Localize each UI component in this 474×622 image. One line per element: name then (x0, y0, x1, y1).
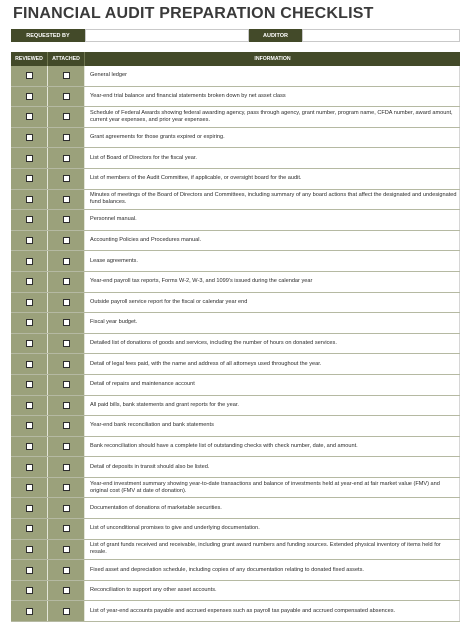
information-cell: Detail of repairs and maintenance account (85, 375, 460, 395)
attached-checkbox[interactable] (63, 567, 70, 574)
attached-cell (48, 478, 85, 498)
information-cell: Year-end trial balance and financial statements broken down by net asset class (85, 87, 460, 107)
table-row (11, 601, 460, 622)
information-cell: Personnel manual. (85, 210, 460, 230)
attached-checkbox[interactable] (63, 319, 70, 326)
information-cell: Reconciliation to support any other asset accounts. (85, 581, 460, 601)
information-cell: Detail of deposits in transit should also be listed. (85, 457, 460, 477)
attached-checkbox[interactable] (63, 402, 70, 409)
attached-cell (48, 66, 85, 86)
reviewed-checkbox[interactable] (26, 113, 33, 120)
reviewed-checkbox[interactable] (26, 237, 33, 244)
table-row (11, 519, 460, 540)
attached-cell (48, 210, 85, 230)
reviewed-cell (11, 190, 48, 210)
reviewed-cell (11, 540, 48, 560)
attached-cell (48, 396, 85, 416)
table-row (11, 396, 460, 417)
attached-checkbox[interactable] (63, 587, 70, 594)
reviewed-checkbox[interactable] (26, 258, 33, 265)
attached-cell (48, 87, 85, 107)
information-cell: Fixed asset and depreciation schedule, including copies of any documentation relating to donated fixed assets. (85, 560, 460, 580)
reviewed-checkbox[interactable] (26, 484, 33, 491)
reviewed-cell (11, 231, 48, 251)
table-row (11, 251, 460, 272)
attached-cell (48, 498, 85, 518)
information-column-header: INFORMATION (85, 52, 460, 66)
header-fields (11, 29, 460, 42)
attached-checkbox[interactable] (63, 93, 70, 100)
information-cell: List of Board of Directors for the fiscal year. (85, 148, 460, 168)
attached-cell (48, 107, 85, 127)
attached-cell (48, 519, 85, 539)
information-cell: General ledger (85, 66, 460, 86)
attached-checkbox[interactable] (63, 113, 70, 120)
reviewed-cell (11, 107, 48, 127)
reviewed-cell (11, 272, 48, 292)
information-cell: Schedule of Federal Awards showing federal awarding agency, pass through agency, grant number, program name, CFDA number, award amount, current year expenses, and prior year expenses. (85, 107, 460, 127)
checklist-table (11, 52, 460, 622)
information-cell: Detail of legal fees paid, with the name and address of all attorneys used throughout the year. (85, 354, 460, 374)
reviewed-cell (11, 251, 48, 271)
attached-cell (48, 581, 85, 601)
information-cell: Outside payroll service report for the fiscal or calendar year end (85, 293, 460, 313)
auditor-field[interactable] (302, 29, 460, 42)
attached-checkbox[interactable] (63, 155, 70, 162)
table-row (11, 457, 460, 478)
information-cell: List of year-end accounts payable and accrued expenses such as payroll tax payable and accrued compensated absences. (85, 601, 460, 621)
reviewed-cell (11, 66, 48, 86)
reviewed-checkbox[interactable] (26, 93, 33, 100)
attached-checkbox[interactable] (63, 484, 70, 491)
reviewed-cell (11, 375, 48, 395)
table-row (11, 107, 460, 128)
reviewed-column-header: REVIEWED (11, 52, 48, 66)
table-row (11, 313, 460, 334)
reviewed-checkbox[interactable] (26, 319, 33, 326)
reviewed-cell (11, 519, 48, 539)
attached-checkbox[interactable] (63, 340, 70, 347)
reviewed-checkbox[interactable] (26, 608, 33, 615)
table-row (11, 293, 460, 314)
information-cell: Year-end bank reconciliation and bank statements (85, 416, 460, 436)
table-row (11, 478, 460, 499)
reviewed-checkbox[interactable] (26, 546, 33, 553)
attached-cell (48, 272, 85, 292)
reviewed-checkbox[interactable] (26, 361, 33, 368)
table-row (11, 498, 460, 519)
reviewed-cell (11, 334, 48, 354)
reviewed-cell (11, 87, 48, 107)
requested-by-label: REQUESTED BY (11, 29, 85, 42)
attached-cell (48, 128, 85, 148)
attached-checkbox[interactable] (63, 443, 70, 450)
attached-checkbox[interactable] (63, 422, 70, 429)
table-body (11, 66, 460, 622)
table-row (11, 560, 460, 581)
attached-checkbox[interactable] (63, 196, 70, 203)
reviewed-checkbox[interactable] (26, 505, 33, 512)
reviewed-checkbox[interactable] (26, 567, 33, 574)
attached-checkbox[interactable] (63, 464, 70, 471)
attached-checkbox[interactable] (63, 175, 70, 182)
table-row (11, 354, 460, 375)
reviewed-cell (11, 457, 48, 477)
reviewed-cell (11, 396, 48, 416)
information-cell: List of members of the Audit Committee, if applicable, or oversight board for the audit. (85, 169, 460, 189)
reviewed-checkbox[interactable] (26, 72, 33, 79)
attached-checkbox[interactable] (63, 216, 70, 223)
attached-checkbox[interactable] (63, 505, 70, 512)
table-row (11, 334, 460, 355)
attached-cell (48, 560, 85, 580)
attached-cell (48, 251, 85, 271)
table-row (11, 169, 460, 190)
table-row (11, 540, 460, 561)
information-cell: All paid bills, bank statements and grant reports for the year. (85, 396, 460, 416)
reviewed-checkbox[interactable] (26, 196, 33, 203)
information-cell: Detailed list of donations of goods and services, including the number of hours on donated services. (85, 334, 460, 354)
page-title: FINANCIAL AUDIT PREPARATION CHECKLIST (13, 5, 374, 22)
attached-checkbox[interactable] (63, 134, 70, 141)
information-cell: Fiscal year budget. (85, 313, 460, 333)
attached-checkbox[interactable] (63, 278, 70, 285)
table-row (11, 128, 460, 149)
information-cell: Grant agreements for those grants expired or expiring. (85, 128, 460, 148)
attached-column-header: ATTACHED (48, 52, 85, 66)
table-row (11, 210, 460, 231)
reviewed-checkbox[interactable] (26, 381, 33, 388)
table-row (11, 375, 460, 396)
attached-checkbox[interactable] (63, 608, 70, 615)
information-cell: Documentation of donations of marketable securities. (85, 498, 460, 518)
attached-cell (48, 190, 85, 210)
reviewed-cell (11, 498, 48, 518)
attached-checkbox[interactable] (63, 361, 70, 368)
auditor-label: AUDITOR (249, 29, 302, 42)
reviewed-cell (11, 437, 48, 457)
reviewed-cell (11, 416, 48, 436)
attached-checkbox[interactable] (63, 299, 70, 306)
attached-checkbox[interactable] (63, 525, 70, 532)
reviewed-checkbox[interactable] (26, 587, 33, 594)
reviewed-cell (11, 581, 48, 601)
attached-checkbox[interactable] (63, 237, 70, 244)
attached-cell (48, 148, 85, 168)
table-row (11, 148, 460, 169)
information-cell: Year-end investment summary showing year-to-date transactions and balance of investments held at year-end at fair market value (FMV) and original cost (FMV at date of donation). (85, 478, 460, 498)
table-row (11, 581, 460, 602)
table-row (11, 437, 460, 458)
information-cell: Bank reconciliation should have a complete list of outstanding checks with check number, date, and amount. (85, 437, 460, 457)
attached-cell (48, 601, 85, 621)
reviewed-cell (11, 478, 48, 498)
attached-checkbox[interactable] (63, 72, 70, 79)
reviewed-checkbox[interactable] (26, 216, 33, 223)
information-cell: Accounting Policies and Procedures manual. (85, 231, 460, 251)
reviewed-checkbox[interactable] (26, 340, 33, 347)
information-cell: Year-end payroll tax reports, Forms W-2, W-3, and 1099's issued during the calendar year (85, 272, 460, 292)
attached-cell (48, 169, 85, 189)
information-cell: Lease agreements. (85, 251, 460, 271)
reviewed-checkbox[interactable] (26, 134, 33, 141)
reviewed-cell (11, 169, 48, 189)
reviewed-checkbox[interactable] (26, 155, 33, 162)
table-row (11, 190, 460, 211)
reviewed-cell (11, 560, 48, 580)
table-row (11, 231, 460, 252)
reviewed-checkbox[interactable] (26, 464, 33, 471)
attached-cell (48, 334, 85, 354)
attached-checkbox[interactable] (63, 381, 70, 388)
information-cell: List of grant funds received and receivable, including grant award numbers and funding sources. Extended physical inventory of items held for resale. (85, 540, 460, 560)
reviewed-cell (11, 210, 48, 230)
reviewed-checkbox[interactable] (26, 422, 33, 429)
reviewed-cell (11, 128, 48, 148)
attached-cell (48, 540, 85, 560)
attached-cell (48, 231, 85, 251)
table-row (11, 87, 460, 108)
information-cell: List of unconditional promises to give and underlying documentation. (85, 519, 460, 539)
attached-cell (48, 313, 85, 333)
attached-checkbox[interactable] (63, 546, 70, 553)
attached-checkbox[interactable] (63, 258, 70, 265)
reviewed-checkbox[interactable] (26, 278, 33, 285)
information-cell: Minutes of meetings of the Board of Directors and Committees, including summary of any board actions that affect the designated and undesignated fund balances. (85, 190, 460, 210)
attached-cell (48, 437, 85, 457)
table-row (11, 416, 460, 437)
reviewed-cell (11, 354, 48, 374)
reviewed-checkbox[interactable] (26, 525, 33, 532)
attached-cell (48, 416, 85, 436)
table-row (11, 66, 460, 87)
reviewed-cell (11, 313, 48, 333)
attached-cell (48, 457, 85, 477)
reviewed-checkbox[interactable] (26, 175, 33, 182)
table-header (11, 52, 460, 66)
reviewed-cell (11, 293, 48, 313)
attached-cell (48, 354, 85, 374)
reviewed-cell (11, 148, 48, 168)
reviewed-cell (11, 601, 48, 621)
reviewed-checkbox[interactable] (26, 402, 33, 409)
requested-by-field[interactable] (85, 29, 249, 42)
reviewed-checkbox[interactable] (26, 443, 33, 450)
reviewed-checkbox[interactable] (26, 299, 33, 306)
attached-cell (48, 293, 85, 313)
table-row (11, 272, 460, 293)
attached-cell (48, 375, 85, 395)
